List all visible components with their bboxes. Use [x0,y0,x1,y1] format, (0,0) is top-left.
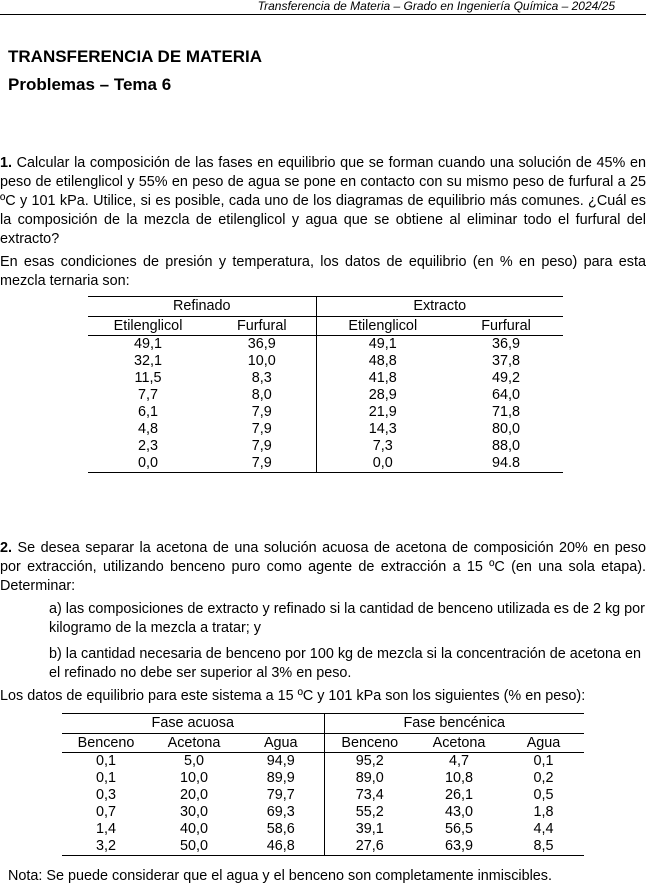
table-cell: 64,0 [491,387,520,403]
table-cell: 6,1 [137,404,158,420]
table-cell: 55,2 [324,804,415,821]
problem-2-item-a: a) las composiciones de extracto y refinado si la cantidad de benceno utilizada es de 2 kg por kilogramo de la mezcla a tratar; y [49,601,645,636]
table-column-header: Benceno [62,734,150,753]
problem-2-intro: Los datos de equilibrio para este sistema a 15 ºC y 101 kPa son los siguientes (% en peso): [0,688,586,704]
table-column-header: Benceno [324,734,415,753]
table-row [62,821,584,838]
table-cell: 0,3 [95,787,116,803]
table-group-header-row [62,714,584,734]
table-row [62,770,584,787]
document-title: TRANSFERENCIA DE MATERIA [8,47,263,66]
table-cell: 88,0 [491,438,520,454]
table-problem-2 [62,713,584,856]
page-header [0,0,646,15]
table-cell: 4,7 [448,753,469,769]
table-cell: 14,3 [316,421,449,438]
table-row [62,804,584,821]
table-cell: 49,1 [133,336,162,352]
table-cell: 11,5 [134,370,162,386]
table-cell: 30,0 [179,804,208,820]
table-cell: 8,0 [251,387,272,403]
table-cell: 2,3 [137,438,158,454]
table-cell: 10,8 [444,770,473,786]
table-cell: 8,5 [503,838,584,856]
table-column-header: Acetona [150,734,238,753]
table-cell: 26,1 [444,787,473,803]
problem-2-note: Nota: Se puede considerar que el agua y el benceno son completamente inmiscibles. [8,868,552,884]
table-group-header: Fase acuosa [62,714,324,734]
table-group-header-row [88,297,563,317]
problem-2-item-b: b) la cantidad necesaria de benceno por 100 kg de mezcla si la concentración de acetona en el refinado no debe ser superior al 3% en peso. [49,646,642,681]
table-column-header: Agua [503,734,584,753]
header-text: Transferencia de Materia – Grado en Ingeniería Química – 2024/25 [257,0,615,13]
table-problem-1 [88,296,563,473]
table-group-header: Refinado [88,297,316,317]
table-cell: 7,7 [137,387,158,403]
table-cell: 0,1 [533,753,554,769]
table-cell: 0,1 [95,770,116,786]
table-cell: 7,3 [316,438,449,455]
table-cell: 36,9 [491,336,520,352]
table-cell: 20,0 [179,787,208,803]
table-column-header: Furfural [449,317,563,336]
table-column-header: Acetona [415,734,503,753]
table-cell: 94.8 [449,455,563,473]
table-column-header: Furfural [208,317,316,336]
table-cell: 0,1 [95,753,116,769]
table-row [62,838,584,856]
table-cell: 43,0 [444,804,473,820]
table-cell: 32,1 [133,353,162,369]
table-cell: 89,9 [266,770,295,786]
table-cell: 71,8 [491,404,520,420]
table-cell: 63,9 [415,838,503,856]
table-row [88,404,563,421]
table-cell: 0,0 [88,455,208,473]
table-cell: 48,8 [316,353,449,370]
table-cell: 49,2 [491,370,520,386]
table-row [88,370,563,387]
table-cell: 0,0 [316,455,449,473]
problem-1-intro: En esas condiciones de presión y temperatura, los datos de equilibrio (en % en peso) para esta mezcla ternaria son: [0,254,646,289]
table-cell: 7,9 [251,438,272,454]
table-cell: 21,9 [316,404,449,421]
table-cell: 3,2 [62,838,150,856]
table-cell: 79,7 [266,787,295,803]
table-row [62,787,584,804]
problem-2-number: 2. [0,540,13,556]
table-cell: 7,9 [208,455,316,473]
table-row [88,336,563,354]
table-cell: 5,0 [183,753,204,769]
table-column-header-row [88,317,563,336]
table-row [88,387,563,404]
table-cell: 39,1 [324,821,415,838]
table-group-header: Fase bencénica [324,714,584,734]
problem-1-number: 1. [0,155,13,171]
table-row [62,753,584,771]
table-group-header: Extracto [316,297,563,317]
table-cell: 36,9 [247,336,276,352]
table-cell: 0,7 [95,804,116,820]
table-cell: 50,0 [150,838,238,856]
table-column-header-row [62,734,584,753]
table-cell: 80,0 [491,421,520,437]
table-cell: 41,8 [316,370,449,387]
table-cell: 7,9 [251,421,272,437]
table-row [88,455,563,473]
table-row [88,353,563,370]
table-cell: 1,4 [95,821,116,837]
table-column-header: Etilenglicol [88,317,208,336]
table-cell: 7,9 [251,404,272,420]
table-cell: 10,0 [179,770,208,786]
document-subtitle: Problemas – Tema 6 [8,75,172,94]
table-cell: 46,8 [238,838,324,856]
table-cell: 69,3 [266,804,295,820]
table-cell: 49,1 [316,336,449,354]
table-row [88,421,563,438]
table-cell: 40,0 [179,821,208,837]
table-column-header: Etilenglicol [316,317,449,336]
table-cell: 0,2 [533,770,554,786]
table-cell: 37,8 [491,353,520,369]
problem-1-text: Calcular la composición de las fases en equilibrio que se forman cuando una solución de 45% en peso de etilenglicol y 55% en peso de agua se pone en contacto con su mismo peso de furfural a 25 ºC y 101 kPa. Utilice, si es posible, cada uno de los diagramas de equilibrio más comunes. ¿Cuál es la composición de la mezcla de etilenglicol y agua que se obtiene al eliminar todo el furfural del extracto? [0,155,646,247]
table-cell: 73,4 [324,787,415,804]
problem-2-statement [0,539,646,596]
problem-2-text: Se desea separar la acetona de una solución acuosa de acetona de composición 20% en peso por extracción, utilizando benceno puro como agente de extracción a 15 ºC (en una sola etapa). Determinar: [0,540,646,594]
table-cell: 58,6 [266,821,295,837]
table-cell: 10,0 [247,353,276,369]
table-cell: 89,0 [324,770,415,787]
table-cell: 0,5 [533,787,554,803]
table-cell: 95,2 [324,753,415,771]
table-cell: 27,6 [324,838,415,856]
table-cell: 8,3 [251,370,272,386]
table-cell: 94,9 [266,753,295,769]
table-cell: 56,5 [444,821,473,837]
problem-1-statement [0,154,646,249]
table-cell: 4,4 [533,821,554,837]
table-cell: 28,9 [316,387,449,404]
table-row [88,438,563,455]
table-cell: 4,8 [137,421,158,437]
table-column-header: Agua [238,734,324,753]
table-cell: 1,8 [533,804,554,820]
